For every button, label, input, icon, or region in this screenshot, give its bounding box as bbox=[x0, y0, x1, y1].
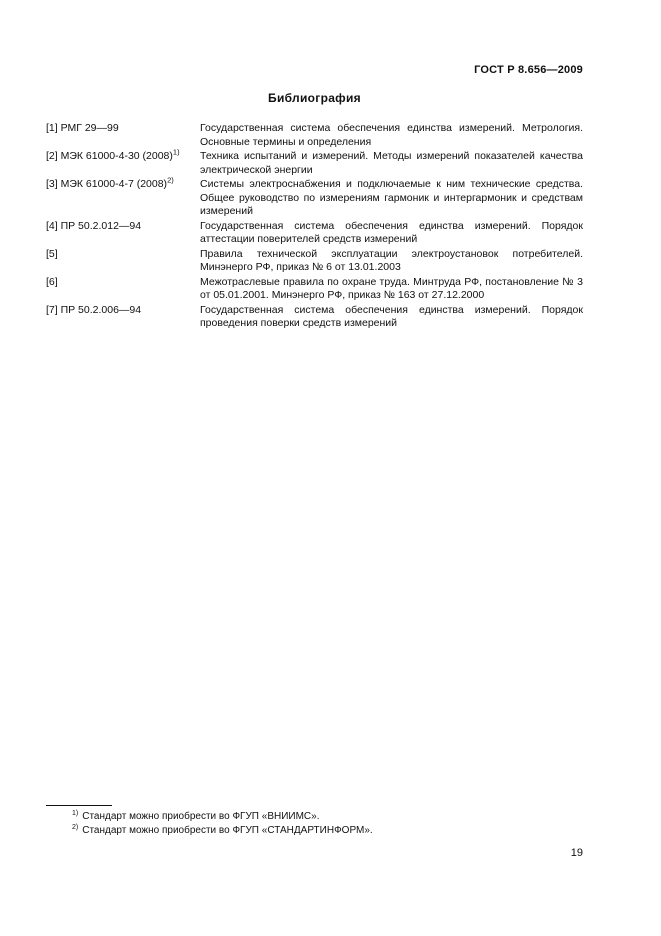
bibliography-entry bbox=[46, 304, 583, 331]
ref-label: [3] МЭК 61000-4-7 (2008) bbox=[46, 178, 168, 190]
bibliography-entry bbox=[46, 175, 583, 219]
footnote-marker: 1) bbox=[172, 147, 180, 157]
bibliography-description: Государственная система обеспечения единства измерений. Метрология. Основные термины и определения bbox=[200, 122, 583, 148]
bibliography-ref bbox=[46, 304, 200, 318]
bibliography-description: Правила технической эксплуатации электроустановок потребителей. Минэнерго РФ, приказ № 6 от 13.01.2003 bbox=[200, 247, 583, 273]
bibliography-description: Межотраслевые правила по охране труда. Минтруда РФ, постановление № 3 от 05.01.2001. Минэнерго РФ, приказ № 163 от 27.12.2000 bbox=[200, 275, 583, 301]
footnote-separator bbox=[46, 805, 112, 806]
document-code-header: ГОСТ Р 8.656—2009 bbox=[474, 64, 583, 76]
page-title: Библиография bbox=[268, 91, 361, 105]
ref-label: [7] ПР 50.2.006—94 bbox=[46, 303, 142, 316]
ref-label: [2] МЭК 61000-4-30 (2008) bbox=[46, 150, 173, 162]
bibliography-ref bbox=[46, 122, 200, 136]
bibliography-list bbox=[46, 122, 583, 332]
bibliography-description: Государственная система обеспечения единства измерений. Порядок проведения поверки средств измерений bbox=[200, 303, 583, 329]
footnote-marker: 1) bbox=[72, 809, 79, 817]
bibliography-description: Системы электроснабжения и подключаемые к ним технические средства. Общее руководство по измерениям гармоник и интергармоник и средствам измерений bbox=[200, 178, 583, 217]
footnote bbox=[46, 824, 583, 838]
bibliography-ref bbox=[46, 248, 200, 262]
bibliography-description: Техника испытаний и измерений. Методы измерений показателей качества электрической энергии bbox=[200, 150, 583, 176]
bibliography-ref bbox=[46, 276, 200, 290]
bibliography-description: Государственная система обеспечения единства измерений. Порядок аттестации поверителей средств измерений bbox=[200, 219, 583, 245]
bibliography-entry bbox=[46, 122, 583, 149]
footnote-marker: 2) bbox=[72, 823, 79, 831]
bibliography-entry bbox=[46, 276, 583, 303]
ref-label: [1] РМГ 29—99 bbox=[46, 122, 119, 134]
footnote-text: Стандарт можно приобрести во ФГУП «СТАНДАРТИНФОРМ». bbox=[82, 825, 373, 836]
footnote-text: Стандарт можно приобрести во ФГУП «ВНИИМС». bbox=[82, 811, 320, 822]
ref-label: [5] bbox=[46, 247, 58, 260]
bibliography-entry bbox=[46, 248, 583, 275]
bibliography-ref bbox=[46, 175, 200, 192]
bibliography-entry bbox=[46, 220, 583, 247]
ref-label: [4] ПР 50.2.012—94 bbox=[46, 219, 142, 232]
footnote bbox=[46, 810, 583, 824]
page-number: 19 bbox=[570, 847, 583, 859]
bibliography-entry bbox=[46, 147, 583, 177]
footnotes-block bbox=[46, 810, 583, 838]
bibliography-ref bbox=[46, 220, 200, 234]
footnote-marker: 2) bbox=[167, 175, 174, 185]
ref-label: [6] bbox=[46, 275, 58, 288]
bibliography-ref bbox=[46, 147, 200, 164]
